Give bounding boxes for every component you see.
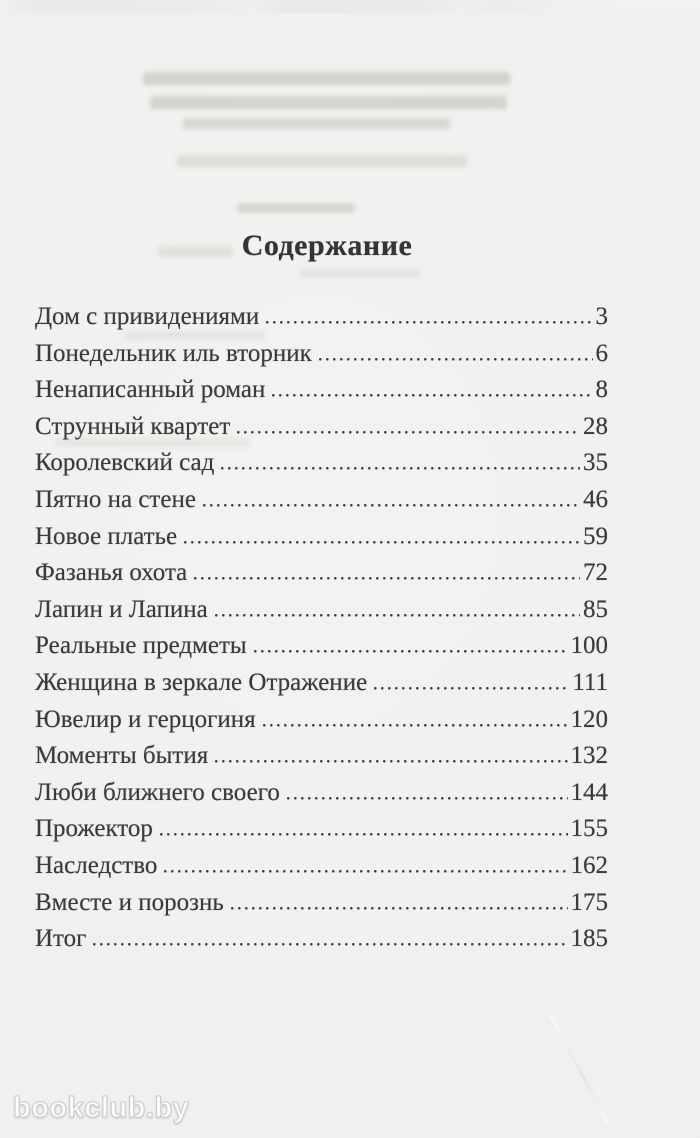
toc-entry-title: Реальные предметы bbox=[35, 632, 247, 660]
bleedthrough-text bbox=[150, 96, 507, 109]
toc-entry-page: 28 bbox=[583, 412, 608, 440]
dot-leader bbox=[164, 870, 567, 873]
toc-entry-page: 175 bbox=[570, 888, 608, 916]
dot-leader bbox=[374, 687, 569, 690]
toc-list bbox=[35, 303, 608, 962]
bleedthrough-text bbox=[237, 203, 355, 213]
dot-leader bbox=[194, 577, 580, 580]
toc-entry bbox=[35, 669, 608, 706]
dot-leader bbox=[287, 797, 568, 800]
dot-leader bbox=[184, 541, 580, 544]
toc-entry-title: Моменты бытия bbox=[35, 742, 209, 770]
bleedthrough-text bbox=[143, 72, 510, 85]
toc-entry bbox=[35, 559, 608, 596]
toc-entry bbox=[35, 742, 608, 779]
toc-entry-title: Прожектор bbox=[35, 815, 153, 843]
toc-entry bbox=[35, 815, 608, 852]
toc-entry-title: Дом с привидениями bbox=[35, 303, 260, 330]
toc-entry bbox=[35, 852, 608, 889]
toc-entry-page: 155 bbox=[570, 815, 608, 843]
dot-leader bbox=[215, 760, 567, 763]
toc-entry-title: Пятно на стене bbox=[35, 485, 196, 513]
toc-entry-page: 144 bbox=[570, 778, 608, 806]
toc-entry-title: Итог bbox=[35, 925, 87, 953]
toc-entry-title: Ювелир и герцогиня bbox=[35, 705, 256, 733]
toc-entry-page: 111 bbox=[572, 668, 608, 696]
toc-entry bbox=[35, 596, 608, 633]
dot-leader bbox=[215, 614, 580, 617]
dot-leader bbox=[231, 907, 568, 910]
toc-entry-page: 85 bbox=[583, 595, 608, 623]
toc-entry bbox=[35, 779, 608, 816]
toc-entry-title: Новое платье bbox=[35, 522, 178, 550]
toc-entry-title: Королевский сад bbox=[35, 449, 215, 477]
toc-entry bbox=[35, 706, 608, 743]
toc-entry bbox=[35, 303, 608, 340]
toc-entry-page: 162 bbox=[570, 851, 608, 879]
dot-leader bbox=[263, 724, 568, 727]
toc-entry-title: Наследство bbox=[35, 851, 158, 879]
toc-entry-title: Ненаписанный роман bbox=[35, 376, 266, 404]
toc-entry-page: 46 bbox=[583, 485, 608, 513]
toc-entry-page: 59 bbox=[583, 522, 608, 550]
toc-entry-title: Фазанья охота bbox=[35, 559, 188, 587]
toc-entry-title: Лапин и Лапина bbox=[35, 595, 208, 623]
bleedthrough-text bbox=[177, 155, 467, 167]
toc-entry bbox=[35, 340, 608, 377]
toc-entry-page: 3 bbox=[595, 303, 608, 330]
dot-leader bbox=[203, 504, 580, 507]
toc-entry bbox=[35, 889, 608, 926]
toc-entry bbox=[35, 413, 608, 450]
bleedthrough-text bbox=[183, 118, 450, 129]
toc-entry-page: 132 bbox=[570, 742, 608, 770]
toc-entry-title: Струнный квартет bbox=[35, 412, 231, 440]
dot-leader bbox=[254, 650, 568, 653]
toc-entry-title: Люби ближнего своего bbox=[35, 778, 280, 806]
toc-entry bbox=[35, 486, 608, 523]
toc-entry-page: 72 bbox=[583, 559, 608, 587]
toc-entry-title: Понедельник иль вторник bbox=[35, 339, 312, 367]
bleedthrough-text bbox=[300, 269, 420, 278]
dot-leader bbox=[319, 358, 593, 361]
dot-leader bbox=[266, 321, 592, 324]
dot-leader bbox=[93, 943, 567, 946]
toc-entry-page: 8 bbox=[595, 376, 608, 404]
page-title: Содержание bbox=[241, 229, 413, 262]
toc-entry-page: 185 bbox=[570, 925, 608, 953]
dot-leader bbox=[237, 431, 580, 434]
watermark-bookclub: bookclub.by bbox=[13, 1092, 190, 1124]
toc-entry-title: Женщина в зеркале Отражение bbox=[35, 668, 368, 696]
crease-mark bbox=[549, 1015, 608, 1124]
dot-leader bbox=[272, 394, 592, 397]
toc-entry bbox=[35, 449, 608, 486]
dot-leader bbox=[160, 833, 568, 836]
toc-entry-page: 35 bbox=[583, 449, 608, 477]
toc-entry bbox=[35, 925, 608, 962]
toc-entry bbox=[35, 632, 608, 669]
toc-entry bbox=[35, 523, 608, 560]
toc-entry-page: 100 bbox=[570, 632, 608, 660]
dot-leader bbox=[221, 467, 580, 470]
toc-entry-page: 120 bbox=[570, 705, 608, 733]
toc-entry bbox=[35, 376, 608, 413]
toc-entry-page: 6 bbox=[595, 339, 608, 367]
page-top-edge bbox=[0, 0, 700, 13]
toc-entry-title: Вместе и порознь bbox=[35, 888, 224, 916]
